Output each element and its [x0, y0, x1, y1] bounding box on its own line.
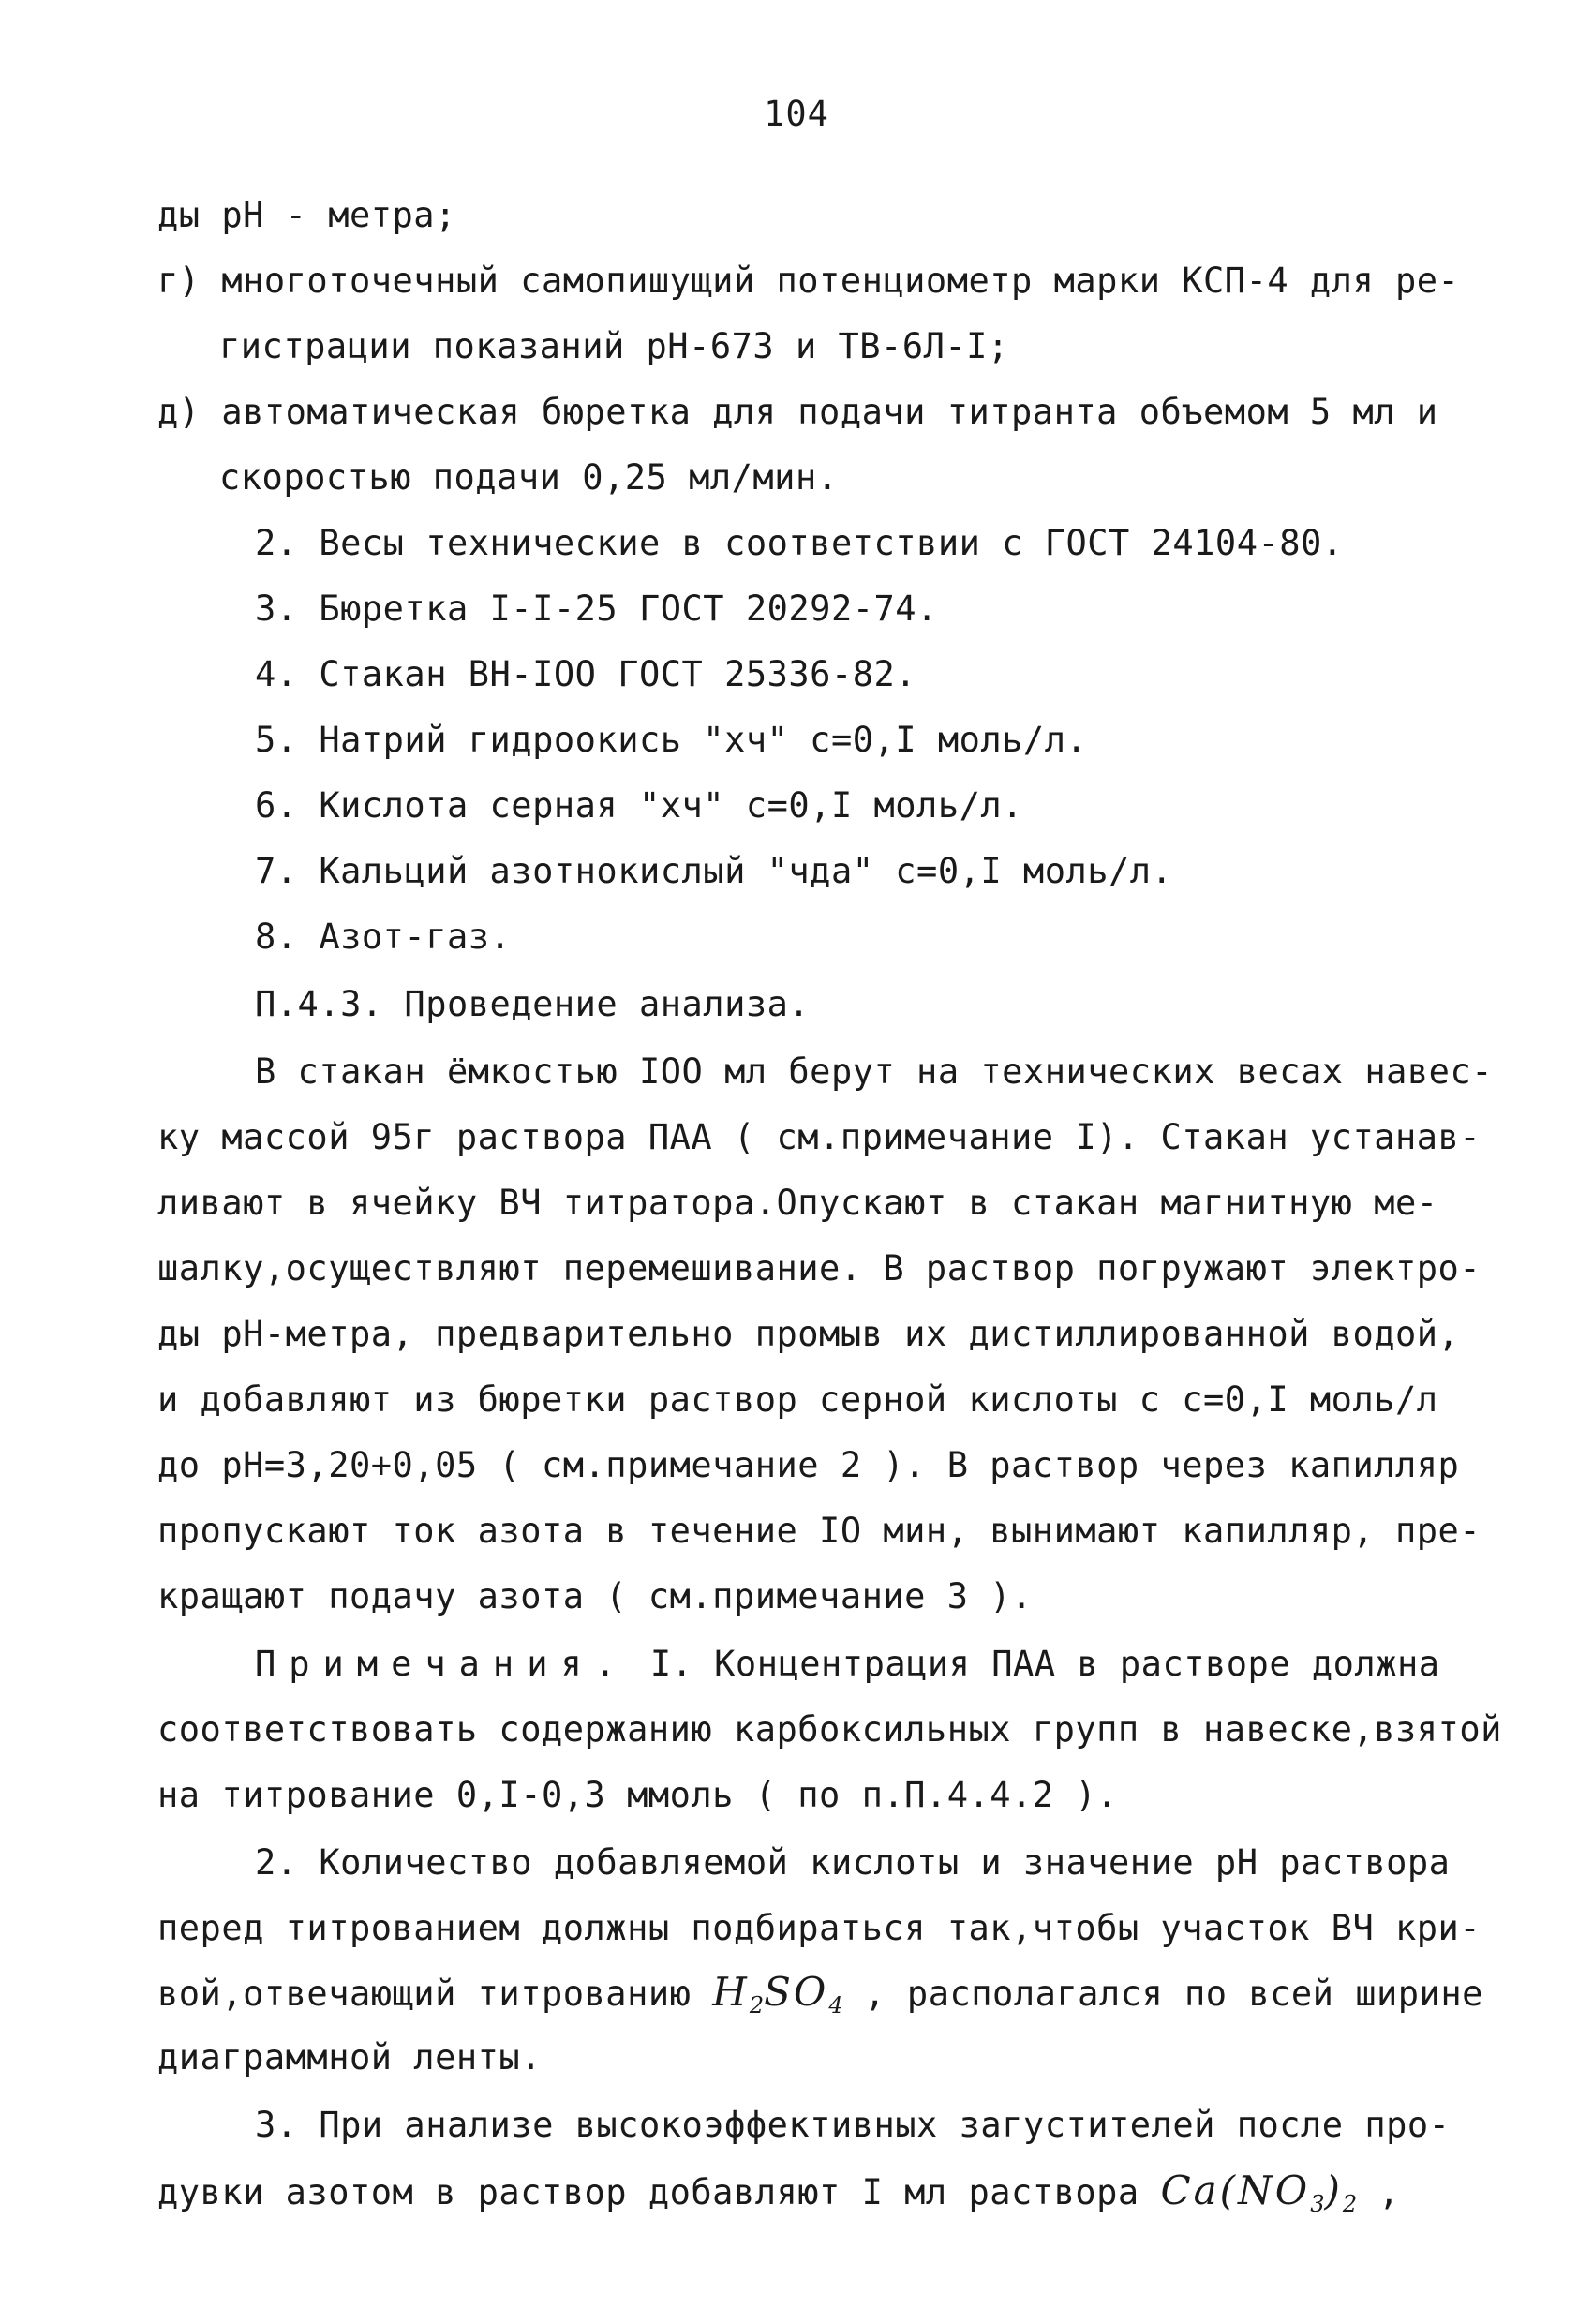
note-line: диаграммной ленты.: [157, 2037, 542, 2078]
formula-part: Ca(NO: [1160, 2168, 1311, 2213]
section-heading: П.4.3. Проведение анализа.: [255, 984, 811, 1024]
paragraph-line: кращают подачу азота ( см.примечание 3 ).: [157, 1576, 1033, 1616]
note-1-text: I. Концентрация ПАА в растворе должна: [629, 1644, 1440, 1684]
paragraph-line: ку массой 95г раствора ПАА ( см.примечание I). Стакан устанав-: [157, 1117, 1481, 1157]
notes-line: [255, 1644, 1440, 1685]
list-item-6: 6. Кислота серная "хч" с=0,I моль/л.: [255, 785, 1023, 826]
formula-h2so4: [712, 1969, 843, 2019]
paragraph-line: В стакан ёмкостью IOO мл берут на технических весах навес-: [255, 1051, 1494, 1092]
note-text-fragment: дувки азотом в раствор добавляют I мл раствора: [157, 2172, 1161, 2212]
paragraph-line: шалку,осуществляют перемешивание. В раствор погружают электро-: [157, 1248, 1481, 1289]
formula-part: H: [712, 1969, 750, 2015]
note-text-fragment: вой,отвечающий титрованию: [157, 1974, 713, 2014]
list-item-d: д) автоматическая бюретка для подачи титранта объемом 5 мл и: [157, 392, 1438, 432]
list-item-5: 5. Натрий гидроокись "хч" с=0,I моль/л.: [255, 720, 1088, 760]
text-line: гистрации показаний рН-673 и ТВ-6Л-I;: [219, 326, 1009, 366]
page-number: 104: [764, 94, 829, 134]
formula-subscript: 3: [1310, 2191, 1325, 2217]
paragraph-line: ливают в ячейку ВЧ титратора.Опускают в стакан магнитную ме-: [157, 1183, 1438, 1223]
list-item-2: 2. Весы технические в соответствии с ГОСТ 24104-80.: [255, 523, 1344, 563]
formula-part: SO: [764, 1969, 829, 2015]
paragraph-line: до рН=3,20+0,05 ( см.примечание 2 ). В раствор через капилляр: [157, 1445, 1460, 1485]
note-3-line: 3. При анализе высокоэффективных загустителей после про-: [255, 2105, 1451, 2145]
list-item-7: 7. Кальций азотнокислый "чда" с=0,I моль/л.: [255, 851, 1173, 891]
formula-part: ): [1324, 2168, 1343, 2213]
paragraph-line: пропускают ток азота в течение IO мин, вынимают капилляр, пре-: [157, 1511, 1481, 1551]
list-item-4: 4. Стакан ВН-IOO ГОСТ 25336-82.: [255, 654, 917, 694]
note-text-fragment: , располагался по всей ширине: [842, 1974, 1483, 2014]
text-line: скоростью подачи 0,25 мл/мин.: [219, 457, 839, 498]
list-item-3: 3. Бюретка I-I-25 ГОСТ 20292-74.: [255, 588, 938, 629]
note-line: соответствовать содержанию карбоксильных групп в навеске,взятой: [157, 1709, 1502, 1750]
paragraph-line: и добавляют из бюретки раствор серной кислоты с с=0,I моль/л: [157, 1379, 1438, 1420]
note-2-line: 2. Количество добавляемой кислоты и значение рН раствора: [255, 1842, 1451, 1883]
formula-cano3: [1160, 2168, 1358, 2217]
formula-subscript: 4: [828, 1992, 843, 2019]
list-item-8: 8. Азот-газ.: [255, 916, 512, 957]
notes-heading: Примечания.: [255, 1644, 630, 1684]
note-text-fragment: ,: [1357, 2172, 1400, 2212]
formula-subscript: 2: [1342, 2191, 1358, 2217]
paragraph-line: ды рН-метра, предварительно промыв их дистиллированной водой,: [157, 1314, 1460, 1354]
note-line-with-formula: [157, 1969, 1483, 2026]
note-line: на титрование 0,I-0,3 ммоль ( по п.П.4.4.2 ).: [157, 1775, 1118, 1815]
list-item-g: г) многоточечный самопишущий потенциометр марки КСП-4 для ре-: [157, 261, 1460, 301]
note-line: перед титрованием должны подбираться так,чтобы участок ВЧ кри-: [157, 1908, 1481, 1948]
note-line-with-formula: [157, 2170, 1400, 2225]
text-line: ды рН - метра;: [157, 195, 456, 235]
formula-subscript: 2: [749, 1992, 765, 2019]
